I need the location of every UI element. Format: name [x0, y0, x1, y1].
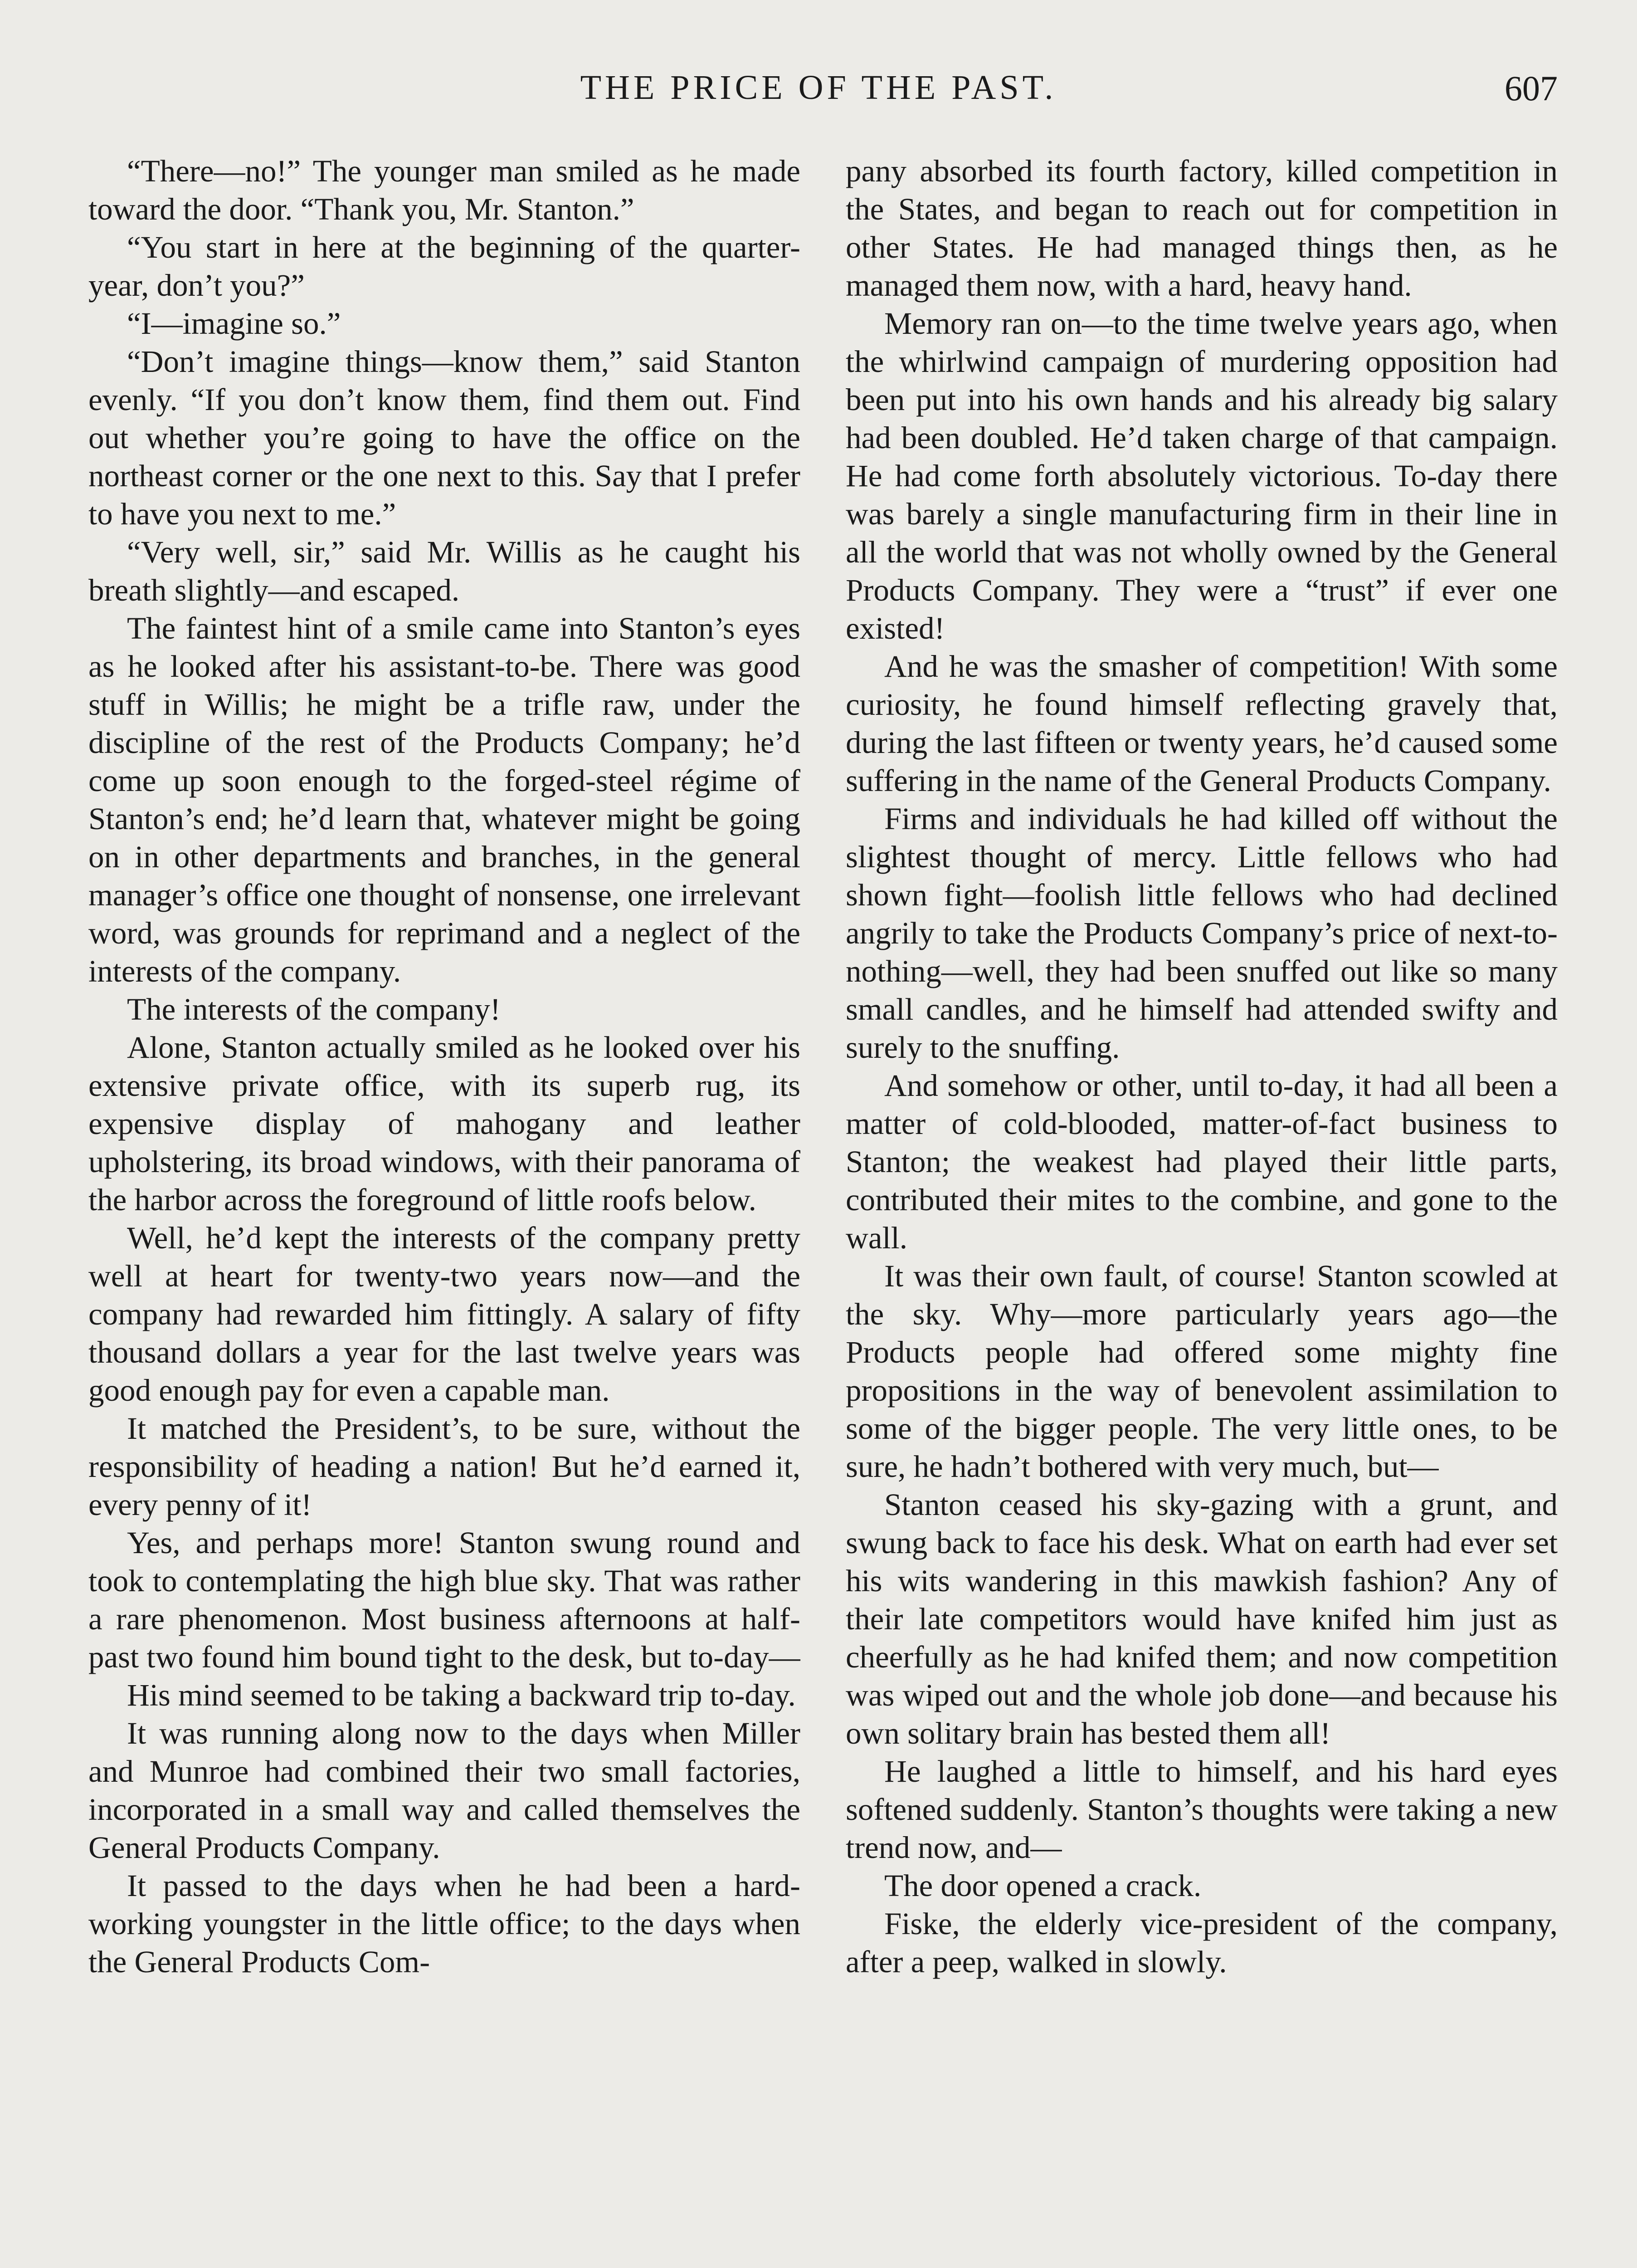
paragraph-continued: pany absorbed its fourth factory, killed competition in the States, and began to reach out for competition in other States. He had managed things then, as he managed them now, with a hard, heavy hand.: [846, 154, 1558, 303]
paragraph: Memory ran on—to the time twelve years ago, when the whirlwind campaign of murdering opposition had been put into his own hands and his already big salary had been doubled. He’d taken charge of that campaign. He had come forth absolutely victorious. To-day there was barely a single manufacturing firm in their line in all the world that was not wholly owned by the General Products Company. They were a “trust” if ever one existed!: [846, 306, 1558, 645]
page-number: 607: [1505, 68, 1558, 108]
paragraph: Firms and individuals he had killed off without the slightest thought of mercy. Little fellows who had shown fight—foolish little fellows who had declined angrily to take the Products Company’s price of next-to-nothing—well, they had been snuffed out like so many small candles, and he himself had attended swifty and surely to the snuffing.: [846, 802, 1558, 1065]
paragraph: Alone, Stanton actually smiled as he looked over his extensive private office, with its superb rug, its expensive display of mahogany and leather upholstering, its broad windows, with their panorama of the harbor across the foreground of little roofs below.: [88, 1030, 800, 1217]
paragraph: The faintest hint of a smile came into Stanton’s eyes as he looked after his assistant-to-be. There was good stuff in Willis; he might be a trifle raw, under the discipline of the rest of the Products Company; he’d come up soon enough to the forged-steel régime of Stanton’s end; he’d learn that, whatever might be going on in other departments and branches, in the general manager’s office one thought of nonsense, one irrelevant word, was grounds for reprimand and a neglect of the interests of the company.: [88, 611, 800, 988]
paragraph: “Don’t imagine things—know them,” said Stanton evenly. “If you don’t know them, find them out. Find out whether you’re going to have the office on the northeast corner or the one next to this. Say that I prefer to have you next to me.”: [88, 344, 800, 531]
paragraph: Yes, and perhaps more! Stanton swung round and took to contemplating the high blue sky. That was rather a rare phenomenon. Most business afternoons at half-past two found him bound tight to the desk, but to-day—: [88, 1525, 800, 1674]
paragraph: “Very well, sir,” said Mr. Willis as he caught his breath slightly—and escaped.: [88, 535, 800, 607]
paragraph: “You start in here at the beginning of the quarter-year, don’t you?”: [88, 230, 800, 303]
left-column: [88, 152, 800, 1981]
paragraph: It passed to the days when he had been a hard-working youngster in the little office; to the days when the General Products Com-: [88, 1868, 800, 1979]
paragraph: It was running along now to the days when Miller and Munroe had combined their two small factories, incorporated in a small way and called themselves the General Products Company.: [88, 1716, 800, 1865]
paragraph: And somehow or other, until to-day, it had all been a matter of cold-blooded, matter-of-fact business to Stanton; the weakest had played their little parts, contributed their mites to the combine, and gone to the wall.: [846, 1068, 1558, 1255]
paragraph: He laughed a little to himself, and his hard eyes softened suddenly. Stanton’s thoughts were taking a new trend now, and—: [846, 1754, 1558, 1865]
right-column: [846, 152, 1558, 1981]
paragraph: The door opened a crack.: [884, 1868, 1202, 1903]
running-title: THE PRICE OF THE PAST.: [580, 68, 1057, 107]
paragraph: Stanton ceased his sky-gazing with a grunt, and swung back to face his desk. What on earth had ever set his wits wandering in this mawkish fashion? Any of their late competitors would have knifed him just as cheerfully as he had knifed them; and now competition was wiped out and the whole job done—and because his own solitary brain has bested them all!: [846, 1487, 1558, 1750]
paragraph: And he was the smasher of competition! With some curiosity, he found himself reflecting gravely that, during the last fifteen or twenty years, he’d caused some suffering in the name of the General Products Company.: [846, 649, 1558, 798]
paragraph: His mind seemed to be taking a backward trip to-day.: [127, 1678, 796, 1712]
paragraph: “There—no!” The younger man smiled as he made toward the door. “Thank you, Mr. Stanton.”: [88, 154, 800, 226]
paragraph: Well, he’d kept the interests of the company pretty well at heart for twenty-two years now—and the company had rewarded him fittingly. A salary of fifty thousand dollars a year for the last twelve years was good enough pay for even a capable man.: [88, 1221, 800, 1408]
paragraph: The interests of the company!: [127, 992, 501, 1026]
paragraph: Fiske, the elderly vice-president of the company, after a peep, walked in slowly.: [846, 1906, 1558, 1979]
paragraph: “I—imagine so.”: [127, 306, 341, 341]
paragraph: It matched the President’s, to be sure, without the responsibility of heading a nation! But he’d earned it, every penny of it!: [88, 1411, 800, 1522]
paragraph: It was their own fault, of course! Stanton scowled at the sky. Why—more particularly years ago—the Products people had offered some mighty fine propositions in the way of benevolent assimilation to some of the bigger people. The very little ones, to be sure, he hadn’t bothered with very much, but—: [846, 1259, 1558, 1484]
